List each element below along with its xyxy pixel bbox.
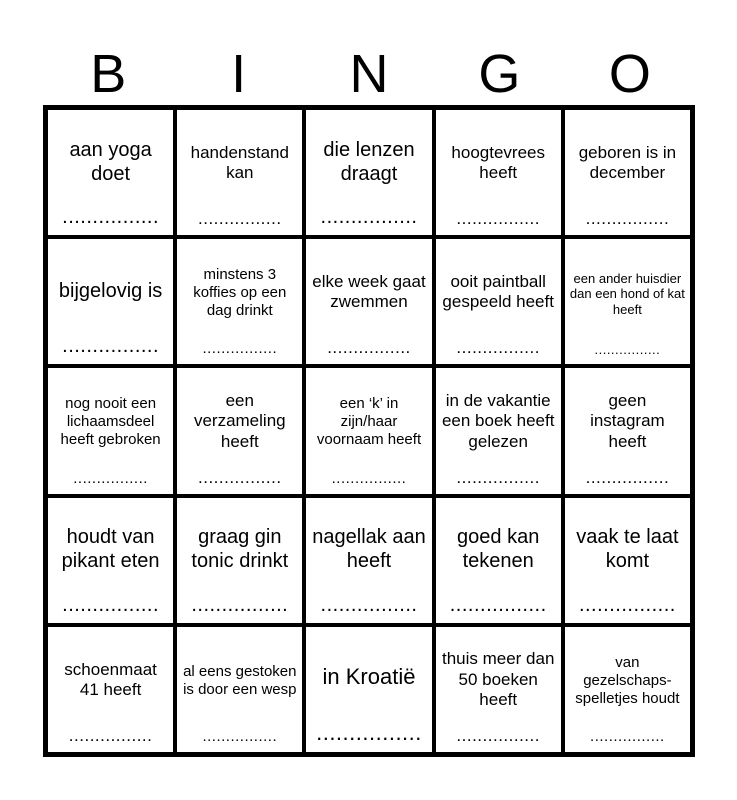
cell-dotted-line: ................ <box>68 725 153 745</box>
cell-dotted-line: ................ <box>449 593 547 616</box>
cell-text: vaak te laat komt <box>576 526 679 573</box>
header-letter-b: B <box>90 44 127 104</box>
cell-text: in de vakantie een boek heeft gelezen <box>441 390 555 451</box>
header-letter-n: N <box>349 44 389 104</box>
cell-text: minstens 3 koffies op een dag drinkt <box>193 266 287 320</box>
header-letter-g: G <box>478 44 521 104</box>
bingo-cell[interactable] <box>175 496 304 625</box>
cell-text: hoogtevrees heeft <box>451 142 545 183</box>
cell-text: bijgelovig is <box>58 279 163 302</box>
bingo-cell[interactable] <box>304 237 433 366</box>
cell-dotted-line: ................ <box>320 593 418 616</box>
bingo-cell[interactable] <box>304 496 433 625</box>
cell-text: in Kroatië <box>322 664 416 690</box>
cell-dotted-line: ................ <box>456 209 540 229</box>
cell-text: van gezelschaps-spelletjes houdt <box>575 653 680 707</box>
cell-text: nog nooit een lichaamsdeel heeft gebroken <box>60 395 161 449</box>
cell-dotted-line: ................ <box>590 727 665 745</box>
cell-dotted-line: ................ <box>456 725 540 745</box>
bingo-cell[interactable] <box>563 108 692 237</box>
bingo-cell[interactable] <box>175 108 304 237</box>
cell-dotted-line: ................ <box>198 467 282 487</box>
cell-dotted-line: ................ <box>331 469 407 487</box>
header-letter-o: O <box>608 44 651 104</box>
bingo-cell[interactable] <box>563 625 692 754</box>
bingo-header <box>43 44 695 104</box>
cell-dotted-line: ................ <box>585 467 670 487</box>
cell-dotted-line: ................ <box>456 467 540 487</box>
cell-dotted-line: ................ <box>316 719 422 745</box>
cell-text: die lenzen draagt <box>323 138 415 185</box>
bingo-cell[interactable] <box>46 237 175 366</box>
cell-text: al eens gestoken is door een wesp <box>183 662 297 698</box>
cell-text: aan yoga doet <box>69 138 152 185</box>
cell-dotted-line: ................ <box>320 206 418 229</box>
cell-dotted-line: ................ <box>594 342 661 358</box>
bingo-cell[interactable] <box>434 496 563 625</box>
bingo-cell[interactable] <box>434 366 563 495</box>
cell-dotted-line: ................ <box>202 727 278 745</box>
bingo-cell[interactable] <box>304 625 433 754</box>
cell-dotted-line: ................ <box>327 338 411 358</box>
cell-text: ooit paintball gespeeld heeft <box>442 271 554 312</box>
bingo-cell[interactable] <box>563 496 692 625</box>
cell-dotted-line: ................ <box>578 593 676 616</box>
cell-dotted-line: ................ <box>456 338 540 358</box>
bingo-cell[interactable] <box>563 366 692 495</box>
bingo-cell[interactable] <box>434 108 563 237</box>
bingo-cell[interactable] <box>175 366 304 495</box>
cell-text: een ‘k’ in zijn/haar voornaam heeft <box>316 395 422 449</box>
cell-text: nagellak aan heeft <box>312 526 426 573</box>
cell-dotted-line: ................ <box>62 335 160 358</box>
bingo-grid <box>43 105 695 757</box>
bingo-cell[interactable] <box>46 625 175 754</box>
cell-text: handenstand kan <box>190 142 289 183</box>
cell-text: graag gin tonic drinkt <box>191 526 289 573</box>
cell-text: goed kan tekenen <box>457 526 540 573</box>
bingo-cell[interactable] <box>46 108 175 237</box>
bingo-cell[interactable] <box>434 237 563 366</box>
bingo-cell[interactable] <box>175 237 304 366</box>
cell-text: houdt van pikant eten <box>61 526 160 573</box>
cell-text: elke week gaat zwemmen <box>312 271 426 312</box>
cell-dotted-line: ................ <box>62 206 160 229</box>
cell-text: een verzameling heeft <box>193 390 286 451</box>
bingo-cell[interactable] <box>46 496 175 625</box>
cell-dotted-line: ................ <box>73 469 148 487</box>
cell-text: geen instagram heeft <box>590 390 665 451</box>
bingo-cell[interactable] <box>434 625 563 754</box>
bingo-cell[interactable] <box>563 237 692 366</box>
cell-dotted-line: ................ <box>202 340 278 358</box>
cell-dotted-line: ................ <box>62 593 160 616</box>
cell-text: geboren is in december <box>578 142 677 183</box>
bingo-cell[interactable] <box>175 625 304 754</box>
cell-dotted-line: ................ <box>198 209 282 229</box>
cell-text: schoenmaat 41 heeft <box>64 659 157 699</box>
bingo-cell[interactable] <box>304 366 433 495</box>
cell-dotted-line: ................ <box>191 593 289 616</box>
bingo-cell[interactable] <box>46 366 175 495</box>
cell-text: een ander huisdier dan een hond of kat heeft <box>569 270 685 318</box>
header-letter-i: I <box>231 44 247 104</box>
cell-text: thuis meer dan 50 boeken heeft <box>441 649 555 710</box>
cell-dotted-line: ................ <box>585 209 670 229</box>
bingo-cell[interactable] <box>304 108 433 237</box>
